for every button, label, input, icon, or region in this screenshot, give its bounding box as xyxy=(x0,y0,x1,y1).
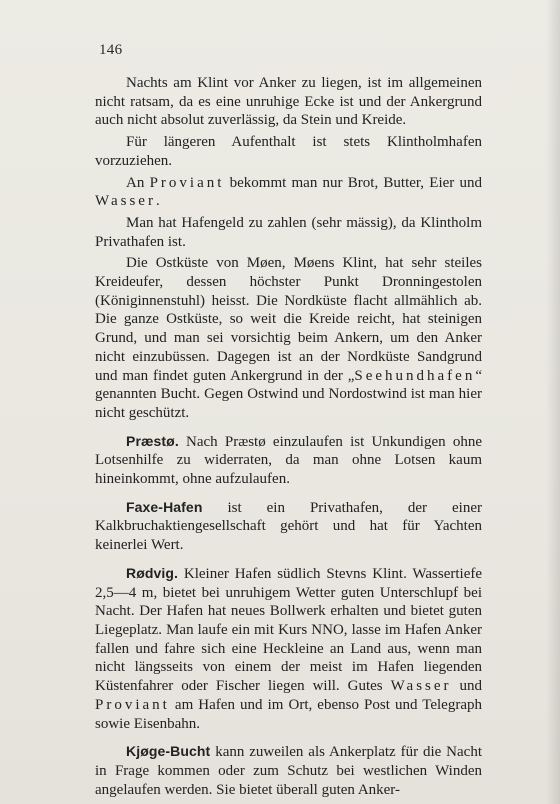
paragraph-harbour-fee xyxy=(95,214,482,251)
paragraph-text: An xyxy=(126,174,150,191)
paragraph-text: Kleiner Hafen südlich Stevns Klint. Wassertiefe 2,5—4 m, bietet bei unruhigem Wetter guten Unterschlupf bei Nacht. Der Hafen hat neues Bollwerk erhalten und bietet guten Liegeplatz. Man laufe ein mit Kurs NNO, lasse im Hafen Anker fallen und fahre sich eine Heckleine an Land aus, wenn man nicht längsseits von einem der meist im Hafen liegenden Küstenfahrer oder Fischer liegen will. Gutes xyxy=(95,565,482,695)
section-praesto xyxy=(95,432,482,489)
paragraph-text: Nachts am Klint vor Anker zu liegen, ist im allgemeinen nicht ratsam, da es eine unruhige Ecke ist und der Ankergrund auch nicht absolut zuverlässig, da Stein und Kreide. xyxy=(95,75,482,129)
paragraph-east-coast xyxy=(95,254,482,422)
paragraph-text: “ genannten Bucht. Gegen Ostwind und Nordostwind ist man hier nicht geschützt. xyxy=(95,367,482,421)
paragraph-text: Man hat Hafengeld zu zahlen (sehr mässig), da Klintholm Privathafen ist. xyxy=(95,214,482,250)
spaced-term: Proviant xyxy=(95,696,170,713)
spaced-term: Proviant xyxy=(149,174,225,191)
body-text xyxy=(95,74,482,802)
paragraph-text: Die Ostküste von Møen, Møens Klint, hat sehr steiles Kreideufer, dessen höchster Punkt Dronningestolen (Königinnenstuhl) heisst. Die Nordküste flacht allmählich ab. Die ganze Ostküste, so weit die Kreide reicht, hat steinigen Grund, und man sei vorsichtig beim Ankern, um den Anker nicht einzubüssen. Dagegen ist an der Nordküste Sandgrund und man findet guten Ankergrund in der „ xyxy=(95,255,482,384)
section-faxe-hafen xyxy=(95,498,482,555)
section-heading: Rødvig. xyxy=(126,564,179,581)
paragraph-text: bekommt man nur Brot, Butter, Eier und xyxy=(224,174,482,191)
paragraph-provisions xyxy=(95,174,482,211)
paragraph-text: Nach Præstø einzulaufen ist Unkundigen ohne Lotsenhilfe zu widerraten, da man ohne Lotsen kaum hineinkommt, ohne aufzulaufen. xyxy=(95,433,482,488)
spaced-term: Wasser xyxy=(95,193,156,210)
section-rodvig xyxy=(95,564,482,733)
page-edge-shadow xyxy=(546,0,560,804)
spaced-term: Seehundhafen xyxy=(354,367,476,384)
paragraph-text: ist ein Privathafen, der einer Kalkbruchaktiengesellschaft gehört und hat für Yachten keinerlei Wert. xyxy=(95,499,482,554)
paragraph-text: . xyxy=(155,193,160,210)
page-number: 146 xyxy=(99,42,123,58)
paragraph-text: Für längeren Aufenthalt ist stets Klintholmhafen vorzuziehen. xyxy=(95,134,482,169)
section-kjoge-bucht xyxy=(95,742,482,799)
section-heading: Præstø. xyxy=(126,432,179,449)
paragraph-text: und xyxy=(451,678,483,695)
paragraph-klintholmhafen xyxy=(95,133,482,170)
spaced-term: Wasser xyxy=(390,678,452,695)
section-heading: Faxe-Hafen xyxy=(126,498,203,515)
paragraph-text: am Hafen und im Ort, ebenso Post und Telegraph sowie Eisenbahn. xyxy=(95,696,482,732)
paragraph-text: kann zuweilen als Ankerplatz für die Nacht in Frage kommen oder zum Schutz bei westlichen Winden angelaufen werden. Sie bietet überall guten Anker- xyxy=(95,744,482,798)
paragraph-klint-anchoring xyxy=(95,74,482,130)
section-heading: Kjøge-Bucht xyxy=(126,743,211,760)
